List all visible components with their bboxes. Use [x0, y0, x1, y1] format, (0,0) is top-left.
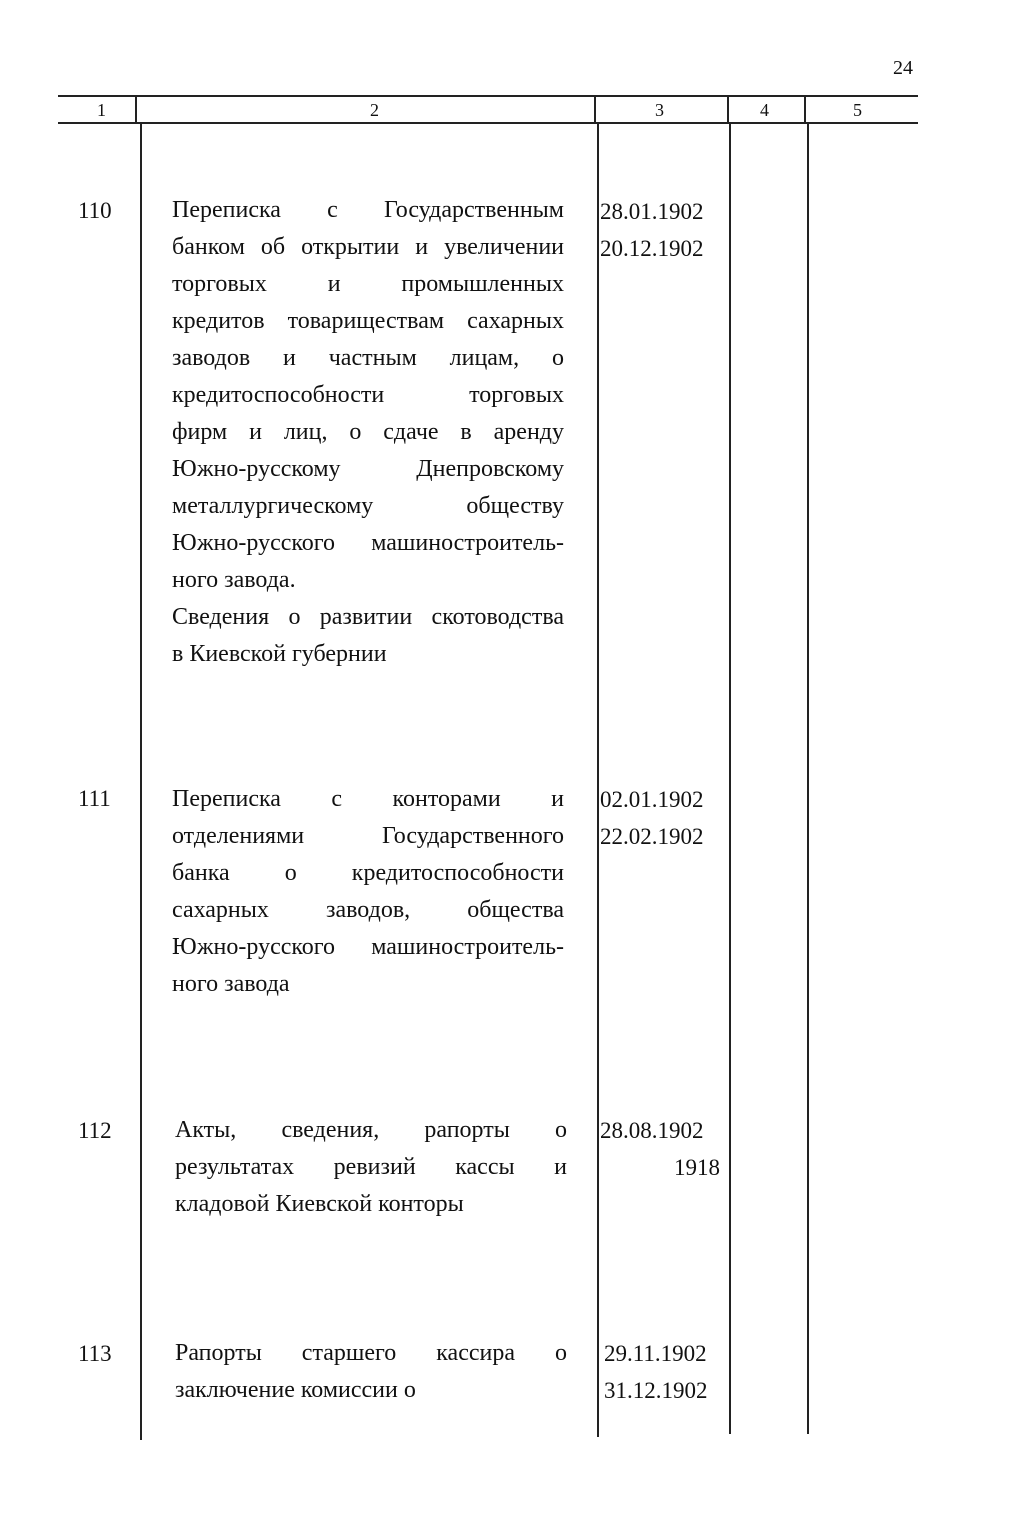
description-line: Переписка с Государственным — [172, 197, 564, 223]
column-divider — [807, 122, 809, 1434]
page-number: 24 — [893, 57, 913, 79]
description-line: банка о кредитоспособности — [172, 860, 564, 886]
date-end: 1918 — [674, 1155, 720, 1180]
row-description — [172, 781, 564, 1003]
date-end: 20.12.1902 — [600, 236, 704, 261]
description-line: заключение комиссии о — [175, 1377, 416, 1403]
description-line: в Киевской губернии — [172, 641, 387, 667]
description-line: отделениями Государственного — [172, 823, 564, 849]
description-line: Акты, сведения, рапорты о — [175, 1117, 567, 1143]
column-divider — [729, 122, 731, 1434]
description-line: ного завода — [172, 971, 290, 997]
date-start: 28.01.1902 — [600, 199, 704, 224]
description-line: заводов и частным лицам, о — [172, 345, 564, 371]
row-number: 110 — [78, 198, 112, 223]
table-header-border — [58, 122, 918, 124]
description-line: Рапорты старшего кассира о — [175, 1340, 567, 1366]
column-header-4: 4 — [760, 100, 769, 120]
date-end: 22.02.1902 — [600, 824, 704, 849]
row-description — [175, 1335, 567, 1409]
row-description — [175, 1112, 567, 1223]
column-divider — [135, 95, 137, 123]
description-line: торговых и промышленных — [172, 271, 564, 297]
row-dates — [604, 1335, 724, 1409]
table-top-border — [58, 95, 918, 97]
description-line: Сведения о развитии скотоводства — [172, 604, 564, 630]
description-line: Южно-русского машиностроитель- — [172, 934, 564, 960]
date-start: 28.08.1902 — [600, 1118, 704, 1143]
description-line: фирм и лиц, о сдаче в аренду — [172, 419, 564, 445]
row-number: 113 — [78, 1341, 112, 1366]
description-line: ного завода. — [172, 567, 296, 593]
row-dates — [600, 1112, 720, 1186]
date-start: 29.11.1902 — [604, 1341, 707, 1366]
row-number: 111 — [78, 786, 111, 811]
column-divider — [804, 95, 806, 123]
column-divider — [140, 122, 142, 1440]
column-divider — [727, 95, 729, 123]
description-line: сахарных заводов, общества — [172, 897, 564, 923]
description-line: металлургическому обществу — [172, 493, 564, 519]
row-description — [172, 192, 564, 673]
description-line: кредитов товариществам сахарных — [172, 308, 564, 334]
row-dates — [600, 781, 720, 855]
column-header-2: 2 — [370, 100, 379, 120]
description-line: кладовой Киевской конторы — [175, 1191, 464, 1217]
description-line: Южно-русского машиностроитель- — [172, 530, 564, 556]
description-line: банком об открытии и увеличении — [172, 234, 564, 260]
date-end: 31.12.1902 — [604, 1378, 708, 1403]
column-divider — [594, 95, 596, 123]
row-number: 112 — [78, 1118, 112, 1143]
column-header-3: 3 — [655, 100, 664, 120]
row-dates — [600, 193, 720, 267]
description-line: кредитоспособности торговых — [172, 382, 564, 408]
column-header-5: 5 — [853, 100, 862, 120]
column-divider — [597, 122, 599, 1437]
description-line: результатах ревизий кассы и — [175, 1154, 567, 1180]
column-header-1: 1 — [97, 100, 106, 120]
description-line: Переписка с конторами и — [172, 786, 564, 812]
date-start: 02.01.1902 — [600, 787, 704, 812]
description-line: Южно-русскому Днепровскому — [172, 456, 564, 482]
